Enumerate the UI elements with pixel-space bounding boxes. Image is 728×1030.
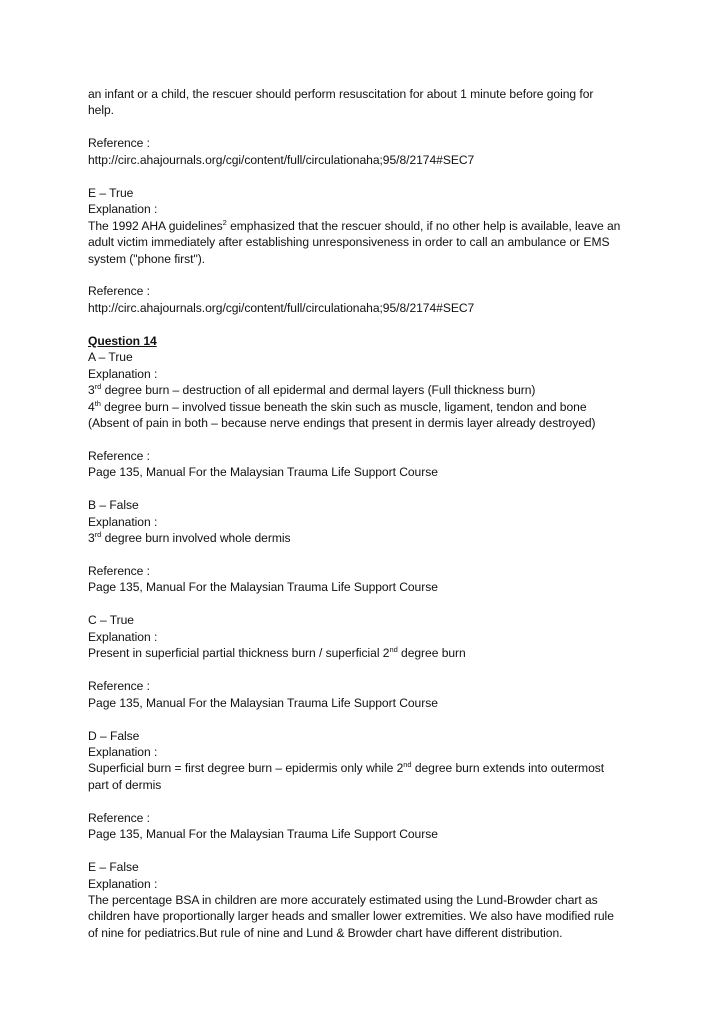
reference-label: Reference : xyxy=(88,679,150,694)
answer-label: C – True xyxy=(88,613,134,628)
explanation-label: Explanation : xyxy=(88,202,158,217)
reference-url: http://circ.ahajournals.org/cgi/content/full/circulationaha;95/8/2174#SEC7 xyxy=(88,152,475,167)
explanation-text: 3rd degree burn involved whole dermis xyxy=(88,530,291,546)
reference-label: Reference : xyxy=(88,810,150,825)
reference-url: http://circ.ahajournals.org/cgi/content/full/circulationaha;95/8/2174#SEC7 xyxy=(88,300,475,315)
explanation-text: system ("phone first"). xyxy=(88,251,205,266)
reference-source: Page 135, Manual For the Malaysian Trauma Life Support Course xyxy=(88,580,438,595)
answer-label: E – True xyxy=(88,185,134,200)
answer-label: D – False xyxy=(88,728,140,743)
explanation-text: Superficial burn = first degree burn – epidermis only while 2nd degree burn extends into outermost xyxy=(88,760,605,776)
explanation-text: adult victim immediately after establishing unresponsiveness in order to call an ambulance or EMS xyxy=(88,235,610,250)
explanation-text: The 1992 AHA guidelines$^2$ emphasized that the rescuer should, if no other help is available, leave an xyxy=(88,217,621,233)
answer-label: B – False xyxy=(88,498,139,513)
answer-label: E – False xyxy=(88,860,139,875)
explanation-text: of nine for pediatrics.But rule of nine and Lund & Browder chart have different distribution. xyxy=(88,925,563,940)
answer-label: A – True xyxy=(88,350,133,365)
explanation-text: 3rd degree burn – destruction of all epidermal and dermal layers (Full thickness burn) xyxy=(88,382,536,398)
reference-label: Reference : xyxy=(88,136,150,151)
body-text: an infant or a child, the rescuer should perform resuscitation for about 1 minute before going for xyxy=(88,87,594,101)
reference-label: Reference : xyxy=(88,448,150,463)
footnote-marker: 2 xyxy=(222,217,227,227)
explanation-text: part of dermis xyxy=(88,777,162,792)
document-page xyxy=(88,86,648,941)
reference-label: Reference : xyxy=(88,284,150,299)
reference-source: Page 135, Manual For the Malaysian Trauma Life Support Course xyxy=(88,827,438,842)
explanation-text: children have proportionally larger heads and smaller lower extremities. We also have modified rule xyxy=(88,909,614,924)
reference-source: Page 135, Manual For the Malaysian Trauma Life Support Course xyxy=(88,465,438,480)
question-heading: Question 14 xyxy=(88,333,157,348)
explanation-text: Present in superficial partial thickness burn / superficial 2nd degree burn xyxy=(88,645,466,661)
explanation-label: Explanation : xyxy=(88,629,158,644)
reference-source: Page 135, Manual For the Malaysian Trauma Life Support Course xyxy=(88,695,438,710)
reference-label: Reference : xyxy=(88,564,150,579)
explanation-text: 4th degree burn – involved tissue beneath the skin such as muscle, ligament, tendon and bone xyxy=(88,398,587,414)
body-text: help. xyxy=(88,103,114,118)
explanation-label: Explanation : xyxy=(88,744,158,759)
explanation-text: (Absent of pain in both – because nerve endings that present in dermis layer already destroyed) xyxy=(88,416,596,430)
explanation-label: Explanation : xyxy=(88,366,158,381)
explanation-text: The percentage BSA in children are more accurately estimated using the Lund-Browder chart as xyxy=(88,893,598,908)
explanation-label: Explanation : xyxy=(88,514,158,529)
explanation-label: Explanation : xyxy=(88,876,158,891)
